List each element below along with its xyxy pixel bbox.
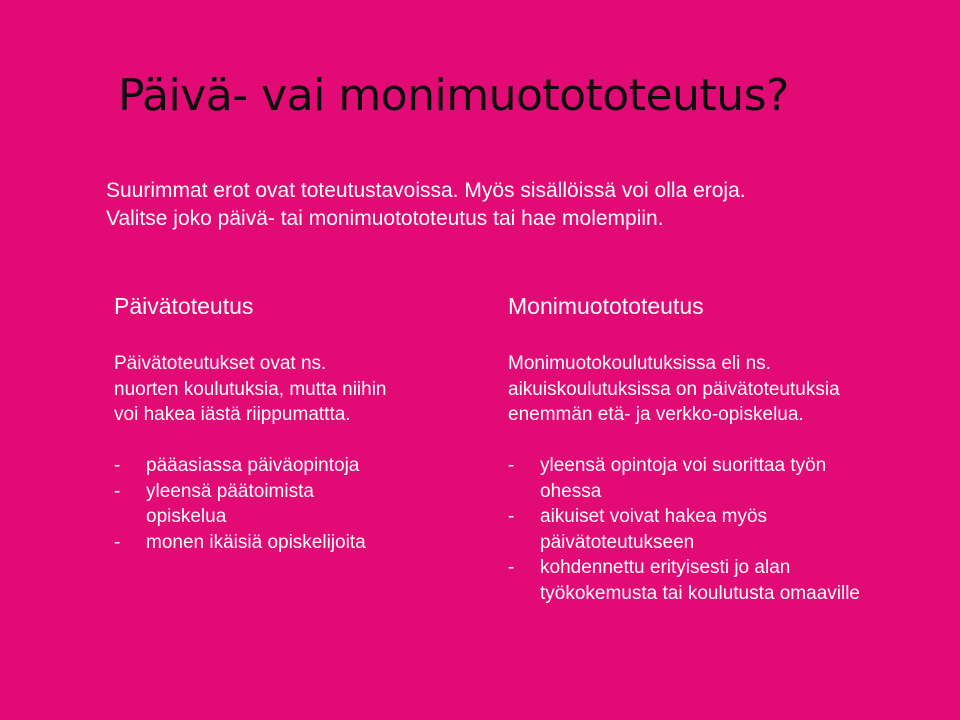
bullet-dash: - xyxy=(508,506,515,527)
bullet-list xyxy=(114,453,366,555)
list-item xyxy=(114,530,366,556)
paragraph-line: enemmän etä- ja verkko-opiskelua. xyxy=(508,404,804,425)
bullet-dash: - xyxy=(114,455,121,476)
list-item-line: työkokemusta tai koulutusta omaaville xyxy=(540,582,860,604)
column-paragraph xyxy=(508,351,840,428)
paragraph-line: Monimuotokoulutuksissa eli ns. xyxy=(508,353,771,374)
bullet-dash: - xyxy=(508,557,515,578)
list-item-line: päivätoteutukseen xyxy=(540,531,695,553)
list-item-line: kohdennettu erityisesti jo alan xyxy=(540,557,791,578)
column-heading: Päivätoteutus xyxy=(114,293,254,319)
list-item xyxy=(114,453,366,479)
intro-text xyxy=(106,177,746,233)
column-heading: Monimuotototeutus xyxy=(508,293,704,319)
list-item-line: pääasiassa päiväopintoja xyxy=(146,455,360,476)
column-paragraph xyxy=(114,351,387,428)
paragraph-line: Päivätoteutukset ovat ns. xyxy=(114,353,327,374)
list-item-line: yleensä opintoja voi suorittaa työn xyxy=(540,455,827,476)
bullet-dash: - xyxy=(114,531,121,553)
bullet-dash: - xyxy=(508,455,515,476)
slide-title: Päivä- vai monimuotototeutus? xyxy=(118,70,789,121)
intro-line: Valitse joko päivä- tai monimuotototeutus tai hae molempiin. xyxy=(106,207,664,230)
list-item-line: aikuiset voivat hakea myös xyxy=(540,506,768,527)
list-item xyxy=(508,453,860,504)
list-item-line: ohessa xyxy=(540,480,602,502)
intro-line: Suurimmat erot ovat toteutustavoissa. Myös sisällöissä voi olla eroja. xyxy=(106,179,746,202)
paragraph-line: nuorten koulutuksia, mutta niihin xyxy=(114,378,387,400)
list-item xyxy=(114,479,366,530)
list-item-line: yleensä päätoimista xyxy=(146,480,314,502)
paragraph-line: voi hakea iästä riippumattta. xyxy=(114,404,351,425)
paragraph-line: aikuiskoulutuksissa on päivätoteutuksia xyxy=(508,378,840,400)
list-item-line: monen ikäisiä opiskelijoita xyxy=(146,531,366,553)
bullet-list xyxy=(508,453,860,606)
list-item-line: opiskelua xyxy=(146,506,227,527)
bullet-dash: - xyxy=(114,480,121,502)
list-item xyxy=(508,555,860,606)
list-item xyxy=(508,504,860,555)
